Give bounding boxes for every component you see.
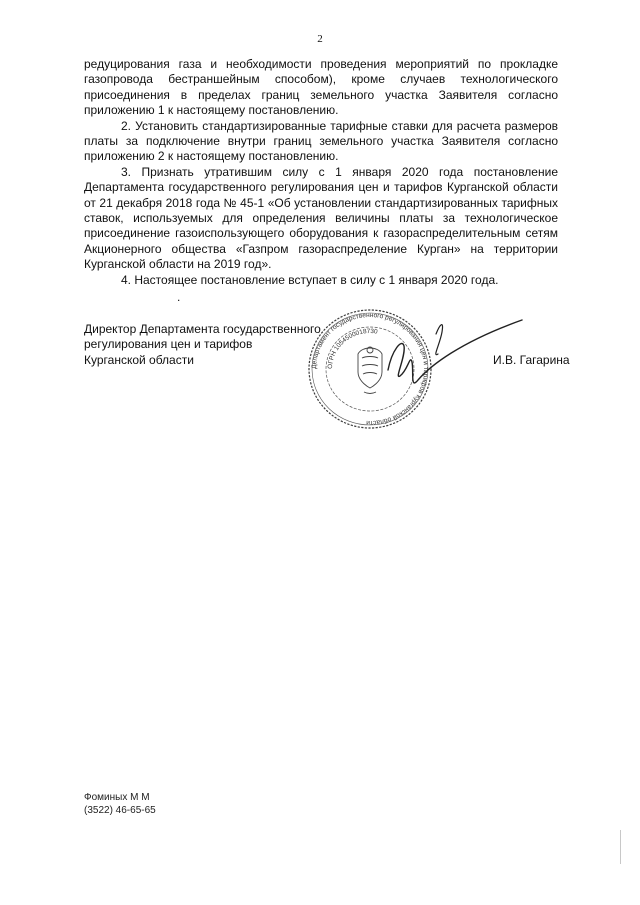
paragraph-3: 3. Признать утратившим силу с 1 января 2020 года постановление Департамента государственного регулирования цен и тарифов Курганской области от 21 декабря 2018 года № 45-1 «Об установлении стандартизированных тарифных ставок, используемых для определения величины платы за технологическое присоединение газоиспользующего оборудования к газораспределительным сетям Акционерного общества «Газпром газораспределение Курган» на территории Курганской области на 2019 год».: [84, 164, 558, 272]
paragraph-2: 2. Установить стандартизированные тарифные ставки для расчета размеров платы за подключение внутри границ земельного участка Заявителя согласно приложению 2 к настоящему постановлению.: [84, 118, 558, 164]
paragraph-1-continuation: редуцирования газа и необходимости проведения мероприятий по прокладке газопровода бестраншейным способом), кроме случаев технологического присоединения в пределах границ земельного участка Заявителя согласно приложению 1 к настоящему постановлению.: [84, 57, 558, 118]
stray-dot: .: [177, 290, 181, 304]
scan-edge-mark: [620, 830, 621, 864]
role-line-1: Директор Департамента государственного: [84, 322, 321, 336]
executor-phone: (3522) 46-65-65: [84, 804, 156, 816]
document-body: [84, 57, 558, 288]
signatory-name: И.В. Гагарина: [493, 353, 570, 367]
signatory-role: [84, 322, 344, 368]
role-line-3: Курганской области: [84, 352, 194, 367]
seal-inner-text: ОГРН 1054500018730: [326, 327, 379, 370]
page-number: 2: [317, 33, 323, 45]
executor-name: Фоминых М М: [84, 792, 150, 803]
seal-outer-text: Департамент государственного регулирования цен и тарифов Курганской области: [310, 311, 430, 427]
executor-block: [84, 792, 156, 817]
paragraph-4: 4. Настоящее постановление вступает в силу с 1 января 2020 года.: [121, 272, 499, 287]
role-line-2: регулирования цен и тарифов: [84, 337, 253, 352]
